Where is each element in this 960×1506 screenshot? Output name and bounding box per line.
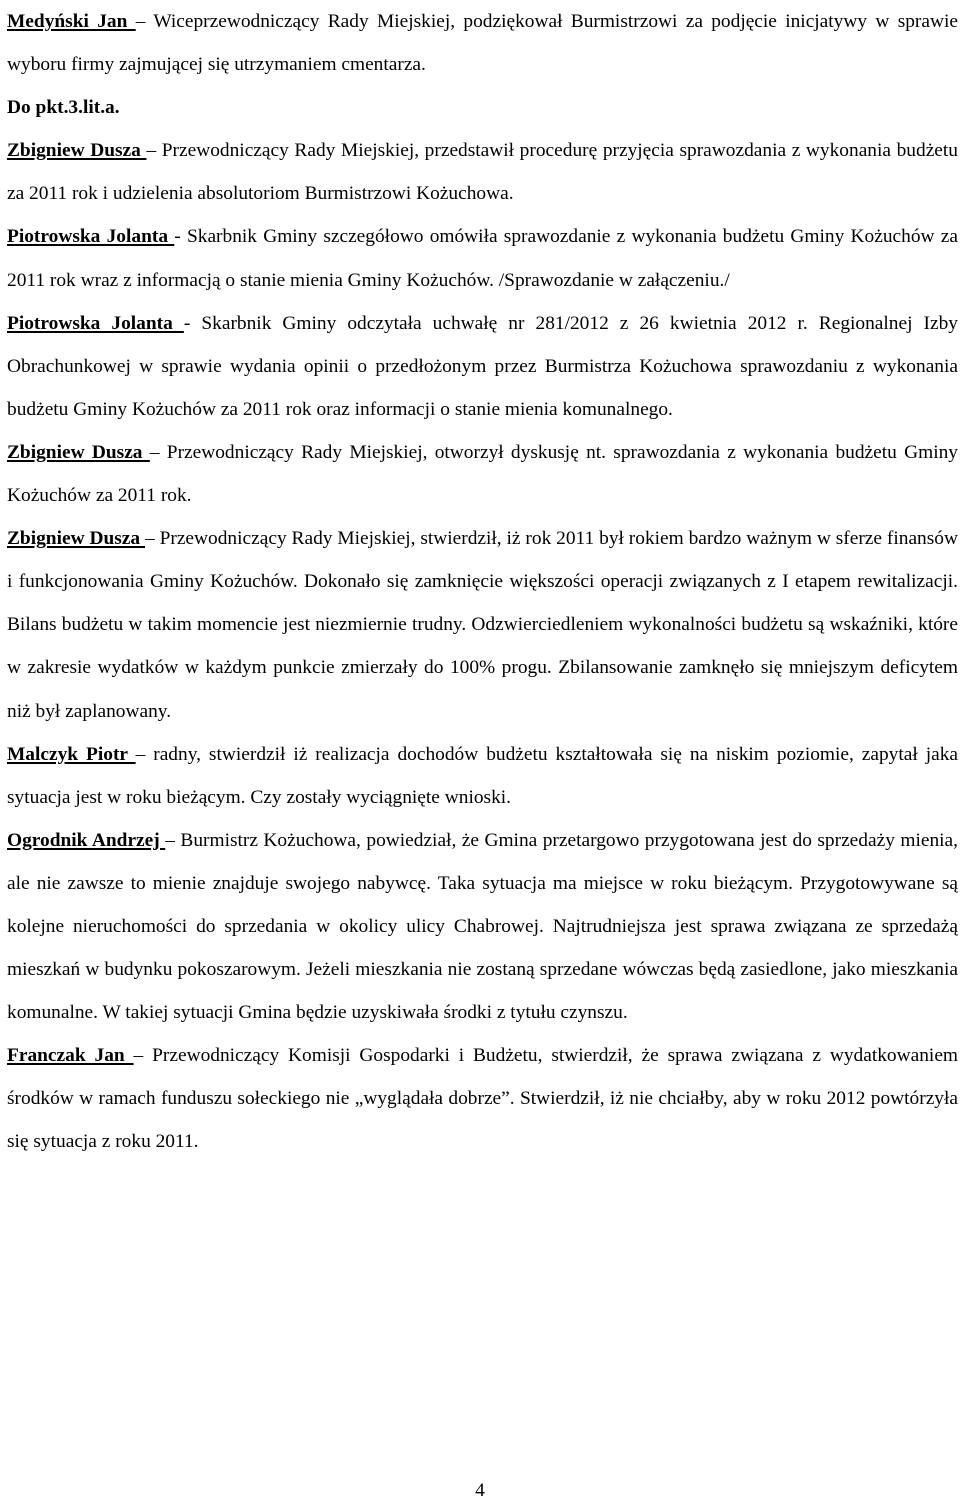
paragraph-dusza-discussion: [7, 431, 958, 517]
speaker-name: Franczak Jan: [7, 1045, 134, 1067]
speaker-name: Ogrodnik Andrzej: [7, 829, 166, 851]
paragraph-text: – Przewodniczący Rady Miejskiej, otworzył dyskusję nt. sprawozdania z wykonania budżetu Gminy Kożuchów za 2011 rok.: [7, 441, 958, 507]
speaker-name: Zbigniew Dusza: [7, 441, 150, 463]
paragraph-text: - Skarbnik Gminy odczytała uchwałę nr 281/2012 z 26 kwietnia 2012 r. Regionalnej Izby Obrachunkowej w sprawie wydania opinii o przedłożonym przez Burmistrza Kożuchowa sprawozdaniu z wykonania budżetu Gminy Kożuchów za 2011 rok oraz informacji o stanie mienia komunalnego.: [7, 312, 958, 420]
paragraph-franczak: [7, 1034, 958, 1163]
speaker-name: Piotrowska Jolanta: [7, 226, 175, 248]
paragraph-text: - Skarbnik Gminy szczegółowo omówiła sprawozdanie z wykonania budżetu Gminy Kożuchów za 2011 rok wraz z informacją o stanie mienia Gminy Kożuchów. /Sprawozdanie w załączeniu./: [7, 226, 958, 291]
speaker-name: Piotrowska Jolanta: [7, 312, 184, 334]
paragraph-medynski: [7, 0, 958, 86]
paragraph-text: – radny, stwierdził iż realizacja dochodów budżetu kształtowała się na niskim poziomie, zapytał jaka sytuacja jest w roku bieżącym. Czy zostały wyciągnięte wnioski.: [7, 743, 958, 808]
document-page: [7, 0, 958, 1164]
speaker-name: Malczyk Piotr: [7, 743, 136, 765]
paragraph-text: – Przewodniczący Rady Miejskiej, stwierdził, iż rok 2011 był rokiem bardzo ważnym w sferze finansów i funkcjonowania Gminy Kożuchów. Dokonało się zamknięcie większości operacji związanych z I etapem rewitalizacji. Bilans budżetu w takim momencie jest niezmiernie trudny. Odzwierciedleniem wykonalności budżetu są wskaźniki, które w zakresie wydatków w każdym punkcie zmierzały do 100% progu. Zbilansowanie zamknęło się mniejszym deficytem niż był zaplanowany.: [7, 528, 958, 722]
paragraph-dusza-procedure: [7, 129, 958, 215]
speaker-name: Zbigniew Dusza: [7, 528, 145, 550]
paragraph-malczyk: [7, 733, 958, 819]
paragraph-dusza-statement: [7, 517, 958, 732]
paragraph-text: – Wiceprzewodniczący Rady Miejskiej, podziękował Burmistrzowi za podjęcie inicjatywy w sprawie wyboru firmy zajmującej się utrzymaniem cmentarza.: [7, 11, 958, 76]
paragraph-text: – Przewodniczący Komisji Gospodarki i Budżetu, stwierdził, że sprawa związana z wydatkowaniem środków w ramach funduszu sołeckiego nie „wyglądała dobrze”. Stwierdził, iż nie chciałby, aby w roku 2012 powtórzyła się sytuacja z roku 2011.: [7, 1045, 959, 1153]
page-number: 4: [475, 1480, 485, 1501]
paragraph-text: – Przewodniczący Rady Miejskiej, przedstawił procedurę przyjęcia sprawozdania z wykonania budżetu za 2011 rok i udzielenia absolutoriom Burmistrzowi Kożuchowa.: [7, 140, 958, 205]
paragraph-piotrowska-resolution: [7, 302, 958, 431]
speaker-name: Zbigniew Dusza: [7, 140, 147, 162]
speaker-name: Medyński Jan: [7, 11, 136, 32]
paragraph-text: – Burmistrz Kożuchowa, powiedział, że Gmina przetargowo przygotowana jest do sprzedaży mienia, ale nie zawsze to mienie znajduje swojego nabywcę. Taka sytuacja ma miejsce w roku bieżącym. Przygotowywane są kolejne nieruchomości do sprzedania w okolicy ulicy Chabrowej. Najtrudniejsza jest sprawa związana ze sprzedażą mieszkań w budynku pokoszarowym. Jeżeli mieszkania nie zostaną sprzedane wówczas będą zasiedlone, jako mieszkania komunalne. W takiej sytuacji Gmina będzie uzyskiwała środki z tytułu czynszu.: [7, 829, 958, 1024]
section-heading: Do pkt.3.lit.a.: [7, 97, 120, 119]
paragraph-ogrodnik: [7, 819, 958, 1034]
paragraph-piotrowska-report: [7, 215, 958, 301]
